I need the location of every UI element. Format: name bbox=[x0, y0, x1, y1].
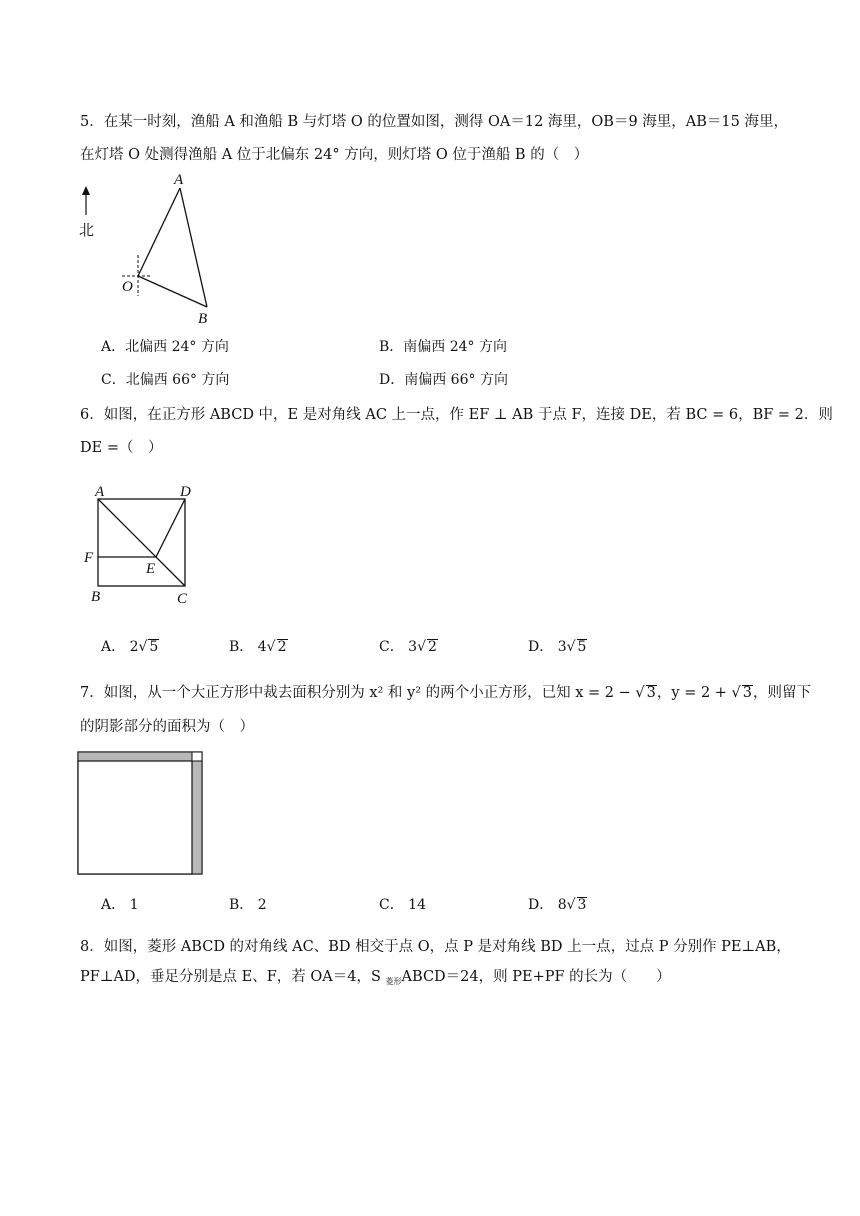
q7-radical-icon-2: √ bbox=[731, 685, 741, 701]
q6-option-d-radicand: 5 bbox=[577, 639, 587, 655]
q7-line-1-part-b: ，y = 2 + bbox=[656, 685, 732, 701]
q8-subscript: 菱形 bbox=[385, 977, 402, 986]
q6-option-a-radical-icon: √ bbox=[138, 639, 148, 655]
q5-figure bbox=[70, 170, 230, 330]
q6-option-c-coef: 3 bbox=[408, 639, 418, 655]
q6-option-a-coef: 2 bbox=[129, 639, 139, 655]
q6-line-1: 6．如图，在正方形 ABCD 中，E 是对角线 AC 上一点，作 EF ⊥ AB 于点 F，连接 DE，若 BC = 6，BF = 2．则 bbox=[80, 407, 833, 423]
q6-option-a[interactable] bbox=[101, 637, 159, 657]
q6-label-A: A bbox=[95, 484, 105, 500]
q7-option-c[interactable] bbox=[379, 895, 426, 915]
q7-line-2: 的阴影部分的面积为（ ） bbox=[80, 719, 254, 735]
q8-line-2-part-b: ABCD＝24，则 PE+PF 的长为（ ） bbox=[401, 969, 671, 985]
q8-line-1: 8．如图，菱形 ABCD 的对角线 AC、BD 相交于点 O，点 P 是对角线 BD 上一点，过点 P 分别作 PE⊥AB， bbox=[80, 939, 791, 955]
q6-label-B: B bbox=[91, 589, 101, 605]
q7-option-a-letter: A． bbox=[101, 897, 126, 913]
q5-option-d-text: 南偏西 66° 方向 bbox=[404, 372, 508, 388]
q7-radicand-2: 3 bbox=[742, 685, 753, 701]
q7-option-d-letter: D． bbox=[528, 897, 554, 913]
q7-line-1-part-c: ，则留下 bbox=[753, 685, 812, 701]
q6-option-c-letter: C． bbox=[379, 639, 404, 655]
q5-option-b-text: 南偏西 24° 方向 bbox=[403, 339, 508, 355]
q7-option-d[interactable] bbox=[528, 895, 587, 915]
q6-option-b-letter: B． bbox=[229, 639, 254, 655]
q7-radicand-1: 3 bbox=[646, 685, 656, 701]
q7-option-d-radical-icon: √ bbox=[566, 897, 576, 913]
q7-radical-icon-1: √ bbox=[635, 685, 645, 701]
q6-label-F: F bbox=[84, 550, 94, 566]
q5-option-a-letter: A． bbox=[101, 339, 126, 355]
q7-figure bbox=[76, 750, 208, 878]
q6-option-a-letter: A． bbox=[101, 639, 126, 655]
q5-option-c-text: 北偏西 66° 方向 bbox=[125, 372, 230, 388]
q7-line-1 bbox=[80, 683, 811, 703]
q5-option-c[interactable] bbox=[101, 370, 229, 390]
q7-option-b[interactable] bbox=[229, 895, 267, 915]
q6-option-d[interactable] bbox=[528, 637, 587, 657]
q6-option-a-radicand: 5 bbox=[149, 639, 159, 655]
q6-option-d-radical-icon: √ bbox=[566, 639, 576, 655]
q7-line-1-part-a: 7．如图，从一个大正方形中裁去面积分别为 x² 和 y² 的两个小正方形，已知 x = 2 − bbox=[80, 685, 636, 701]
q5-label-O: O bbox=[122, 279, 133, 295]
q5-option-b[interactable] bbox=[379, 337, 507, 357]
q6-option-b[interactable] bbox=[229, 637, 288, 657]
q7-option-b-text: 2 bbox=[257, 897, 267, 913]
q8-line-2 bbox=[80, 967, 671, 992]
q6-line-2: DE =（ ） bbox=[80, 440, 163, 456]
q6-option-c[interactable] bbox=[379, 637, 438, 657]
q7-option-c-text: 14 bbox=[408, 897, 426, 913]
q6-option-b-radicand: 2 bbox=[277, 639, 287, 655]
q6-option-c-radicand: 2 bbox=[428, 639, 437, 655]
q6-option-d-coef: 3 bbox=[557, 639, 567, 655]
q5-label-B: B bbox=[198, 311, 208, 327]
q5-line-2: 在灯塔 O 处测得渔船 A 位于北偏东 24° 方向，则灯塔 O 位于渔船 B 的（ ） bbox=[80, 147, 589, 163]
q6-option-b-coef: 4 bbox=[257, 639, 267, 655]
q5-north-label: 北 bbox=[79, 223, 95, 239]
q5-label-A: A bbox=[174, 172, 184, 188]
q5-option-b-letter: B． bbox=[379, 339, 404, 355]
q7-option-a-text: 1 bbox=[129, 897, 139, 913]
q7-option-b-letter: B． bbox=[229, 897, 254, 913]
q5-option-d-letter: D． bbox=[379, 372, 405, 388]
q6-option-b-radical-icon: √ bbox=[266, 639, 276, 655]
q5-line-1: 5．在某一时刻，渔船 A 和渔船 B 与灯塔 O 的位置如图，测得 OA＝12 海里，OB＝9 海里，AB＝15 海里， bbox=[80, 114, 788, 130]
q8-line-2-part-a: PF⊥AD，垂足分别是点 E、F，若 OA＝4，S bbox=[80, 969, 386, 985]
q6-figure bbox=[80, 480, 200, 608]
q5-option-d[interactable] bbox=[379, 370, 508, 390]
q7-option-d-coef: 8 bbox=[557, 897, 567, 913]
q7-option-c-letter: C． bbox=[379, 897, 404, 913]
q6-option-c-radical-icon: √ bbox=[417, 639, 427, 655]
q5-option-a-text: 北偏西 24° 方向 bbox=[125, 339, 229, 355]
q7-option-d-radicand: 3 bbox=[577, 897, 587, 913]
q6-label-D: D bbox=[180, 484, 191, 500]
q6-label-C: C bbox=[177, 591, 188, 607]
q5-option-a[interactable] bbox=[101, 337, 229, 357]
q6-label-E: E bbox=[146, 561, 156, 577]
q7-option-a[interactable] bbox=[101, 895, 139, 915]
q5-option-c-letter: C． bbox=[101, 372, 126, 388]
q6-option-d-letter: D． bbox=[528, 639, 554, 655]
